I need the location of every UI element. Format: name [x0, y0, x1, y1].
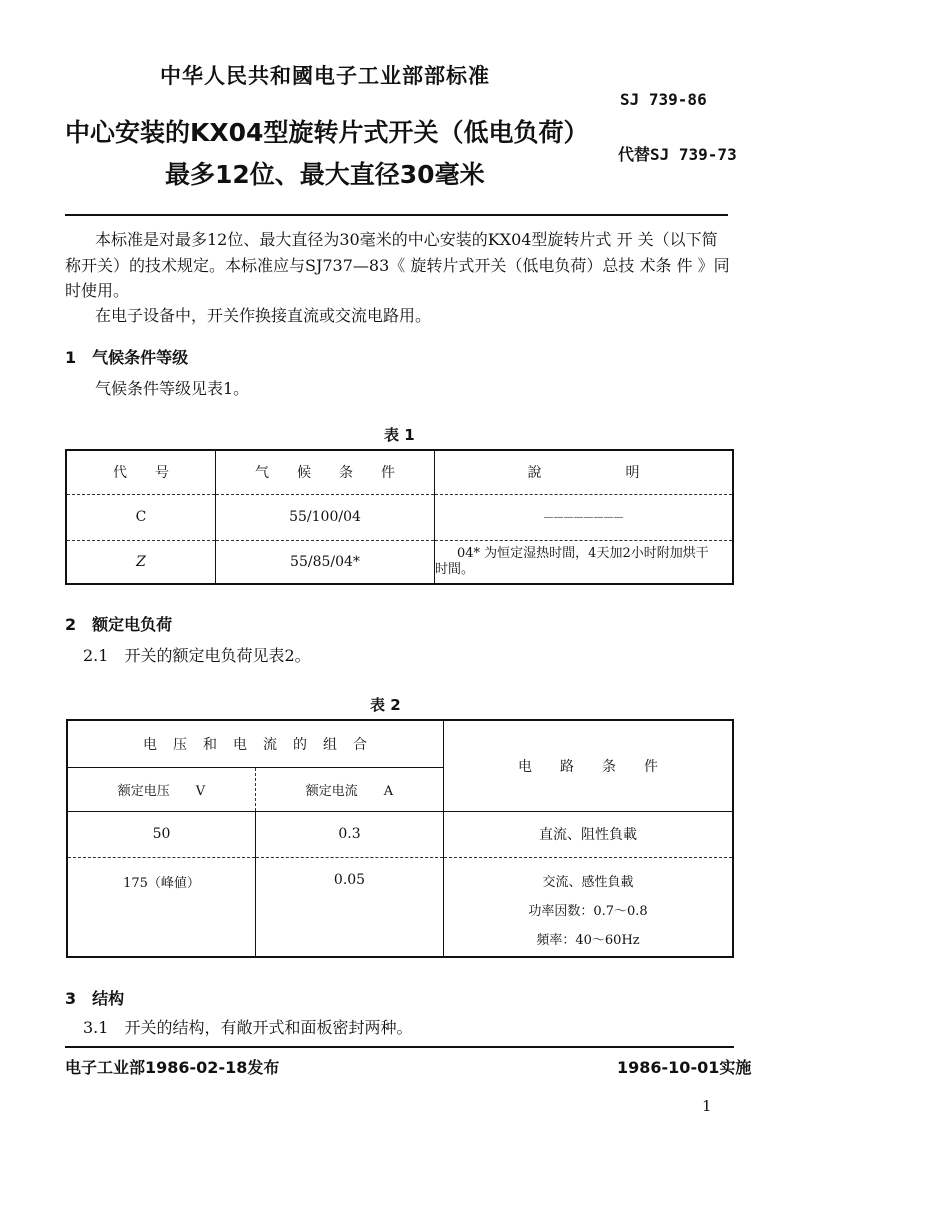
intro-paragraph-line2: 称开关）的技术规定。本标准应与SJ737—83《 旋转片式开关（低电负荷）总技 术条 件 》同 — [65, 256, 730, 275]
page-number: 1 — [702, 1097, 712, 1115]
table-1 — [65, 449, 734, 585]
table-1-cell-code: C — [66, 494, 216, 540]
table-2-cell-voltage: 175（峰値） — [67, 857, 256, 957]
header-rule — [65, 214, 728, 216]
table-2-cell-circuit: 直流、阻性負載 — [444, 811, 734, 857]
section-2-heading: 2 额定电负荷 — [65, 615, 173, 634]
table-1-cell-note: ———————— — [435, 494, 734, 540]
document-title-line1: 中心安装的KX04型旋转片式开关（低电负荷） — [65, 118, 589, 147]
issuing-organization: 中华人民共和國电子工业部部标准 — [160, 64, 490, 88]
table-2-header-voltage: 额定电压 V — [67, 767, 256, 811]
table-2-header-circuit: 电 路 条 件 — [444, 720, 734, 811]
table-1-header-code: 代 号 — [66, 450, 216, 494]
table-2-circuit-line3: 頻率：40～60Hz — [536, 932, 640, 948]
table-2-group-header: 电 压 和 电 流 的 组 合 — [67, 720, 444, 767]
table-1-cell-condition: 55/100/04 — [216, 494, 435, 540]
intro-paragraph-2: 在电子设备中，开关作换接直流或交流电路用。 — [95, 306, 432, 325]
table-2-group-header-row — [67, 720, 733, 767]
table-2-cell-voltage: 50 — [67, 811, 256, 857]
table-row — [66, 494, 733, 540]
footer-rule — [65, 1046, 734, 1048]
table-2-circuit-line1: 交流、感性負載 — [542, 874, 634, 890]
table-1-cell-code: Z — [66, 540, 216, 584]
table-1-cell-note — [435, 540, 734, 584]
table-row — [66, 540, 733, 584]
table-row — [67, 857, 733, 957]
table-1-caption: 表 1 — [384, 426, 415, 444]
table-2-caption: 表 2 — [370, 696, 401, 714]
section-2-1-text: 2.1 开关的额定电负荷见表2。 — [83, 646, 311, 665]
table-2-circuit-line2: 功率因数：0.7～0.8 — [528, 903, 648, 919]
table-1-header-note: 說 明 — [435, 450, 734, 494]
table-2-header-current: 额定电流 A — [256, 767, 444, 811]
table-1-note-line2: 时間。 — [435, 561, 475, 577]
intro-paragraph-line3: 时使用。 — [65, 281, 130, 300]
table-1-header-condition: 气 候 条 件 — [216, 450, 435, 494]
replaces-standard: 代替SJ 739-73 — [618, 145, 737, 164]
table-2-cell-circuit — [444, 857, 734, 957]
effective-date: 1986-10-01实施 — [617, 1058, 752, 1077]
table-1-header-row — [66, 450, 733, 494]
section-1-heading: 1 气候条件等级 — [65, 348, 189, 367]
table-2-cell-current: 0.05 — [256, 857, 444, 957]
document-title-line2: 最多12位、最大直径30毫米 — [165, 160, 485, 189]
table-row — [67, 811, 733, 857]
section-3-1-text: 3.1 开关的结构，有敞开式和面板密封两种。 — [83, 1018, 413, 1037]
intro-paragraph-line1: 本标准是对最多12位、最大直径为30毫米的中心安装的KX04型旋转片式 开 关（以下简 — [95, 230, 718, 249]
issued-date: 电子工业部1986-02-18发布 — [65, 1058, 280, 1077]
table-2-cell-current: 0.3 — [256, 811, 444, 857]
section-1-text: 气候条件等级见表1。 — [95, 379, 250, 398]
table-2 — [66, 719, 734, 958]
section-3-heading: 3 结构 — [65, 989, 125, 1008]
standard-number: SJ 739-86 — [620, 90, 707, 109]
table-1-cell-condition: 55/85/04* — [216, 540, 435, 584]
table-1-note-line1: 04* 为恒定湿热时間，4天加2小时附加烘干 — [457, 545, 709, 561]
